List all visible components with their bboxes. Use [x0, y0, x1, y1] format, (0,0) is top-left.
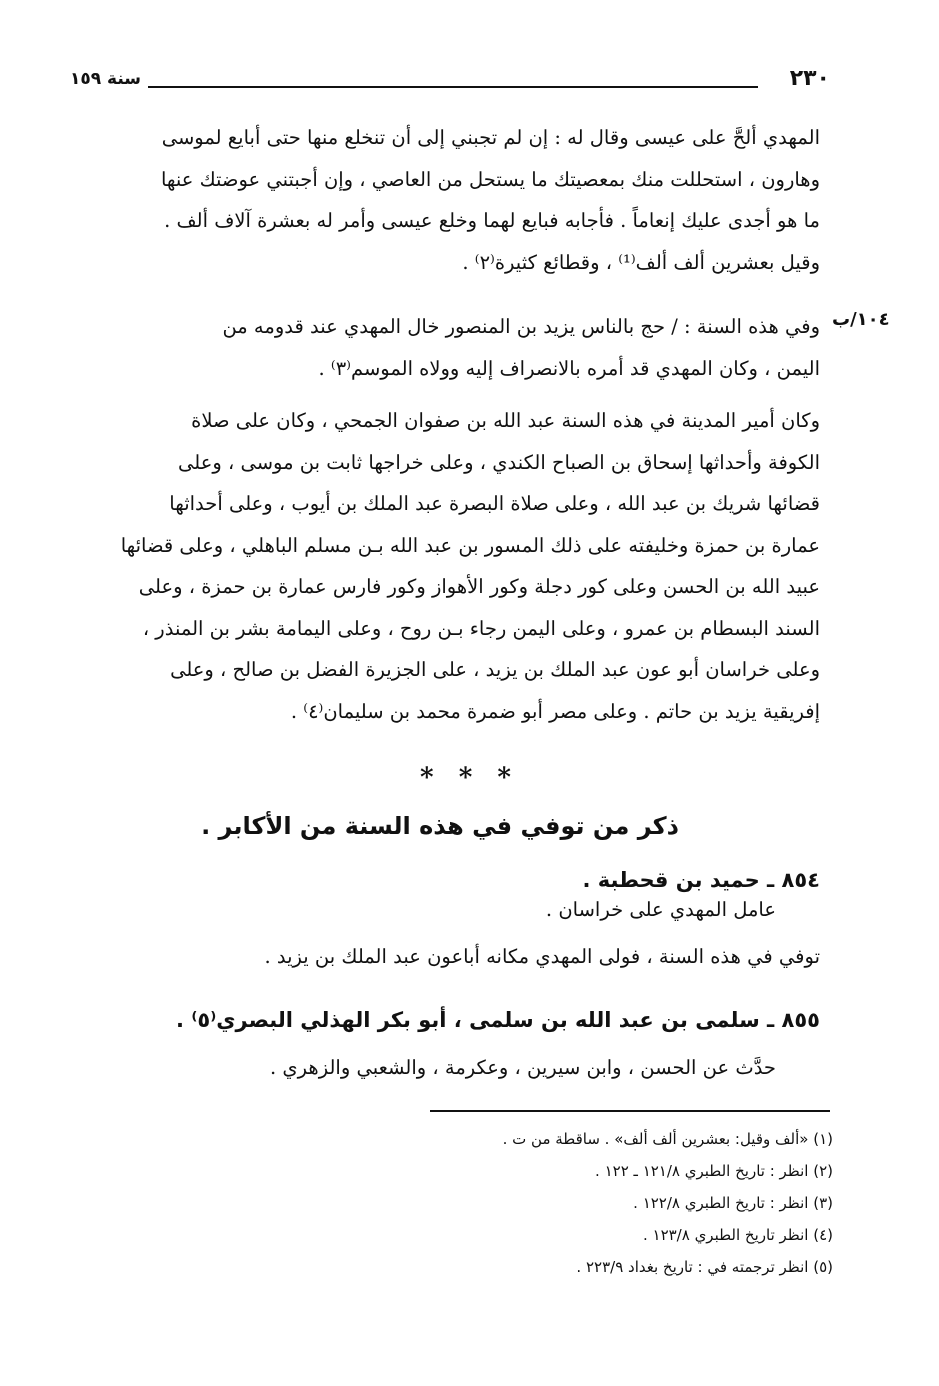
- text-line: عمارة بن حمزة وخليفته على ذلك المسور بن عبد الله بـن مسلم الباهلي ، وعلى قضائها: [120, 533, 820, 557]
- footnote: (١) «ألف وقيل: بعشرين ألف ألف» . ساقطة من ت .: [502, 1130, 833, 1148]
- header-rule: [148, 86, 758, 88]
- entry-line: حدَّث عن الحسن ، وابن سيرين ، وعكرمة ، والشعبي والزهري .: [270, 1056, 776, 1079]
- page-number: ٢٣٠: [789, 66, 830, 91]
- text-line: وهارون ، استحللت منك بمعصيتك ما يستحل من العاصي ، وإن أجبتني عوضتك عنها: [160, 167, 820, 191]
- text-line: عبيد الله بن الحسن وعلى كور دجلة وكور الأهواز وكور فارس عمارة بن حمزة ، وعلى: [138, 575, 820, 598]
- page-header: [70, 66, 830, 96]
- footnote: (٥) انظر ترجمته في : تاريخ بغداد ٢٢٣/٩ .: [576, 1258, 833, 1276]
- paragraph-3: [78, 400, 820, 732]
- entry-line: عامل المهدي على خراسان .: [545, 898, 776, 921]
- footnotes: [78, 1123, 833, 1283]
- paragraph-2: [78, 306, 820, 389]
- footnote: (٤) انظر تاريخ الطبري ١٢٣/٨ .: [642, 1226, 833, 1244]
- section-heading: ذكر من توفي في هذه السنة من الأكابر .: [201, 812, 679, 840]
- text-line: ما هو أجدى عليك إنعاماً . فأجابه فبايع لهما وخلع عيسى وأمر له بعشرة آلاف ألف .: [164, 209, 820, 232]
- biography-entry: [78, 1008, 820, 1079]
- biography-entry: [78, 868, 820, 968]
- margin-folio-reference: ١٠٤/ب: [832, 309, 890, 330]
- text-line: إفريقية يزيد بن حاتم . وعلى مصر أبو ضمرة محمد بن سليمان⁽٤⁾ .: [290, 699, 820, 723]
- section-separator: * * *: [420, 763, 519, 793]
- text-line: وقيل بعشرين ألف ألف⁽¹⁾ ، وقطائع كثيرة⁽٢⁾ .: [462, 250, 820, 274]
- text-line: وكان أمير المدينة في هذه السنة عبد الله بن صفوان الجمحي ، وكان على صلاة: [191, 409, 820, 432]
- text-line: المهدي ألحَّ على عيسى وقال له : إن لم تجبني إلى أن تنخلع منها حتى أبايع لموسى: [161, 126, 820, 149]
- entry-title: ٨٥٥ ـ سلمى بن عبد الله بن سلمى ، أبو بكر الهذلي البصري⁽٥⁾ .: [176, 1008, 820, 1032]
- entry-line: توفي في هذه السنة ، فولى المهدي مكانه أباعون عبد الملك بن يزيد .: [264, 945, 820, 968]
- text-line: السند البسطام بن عمرو ، وعلى اليمن رجاء بـن روح ، وعلى اليمامة بشر بن المنذر ،: [142, 616, 820, 640]
- text-line: اليمن ، وكان المهدي قد أمره بالانصراف إليه وولاه الموسم⁽٣⁾ .: [318, 356, 820, 380]
- footnote: (٢) انظر : تاريخ الطبري ١٢١/٨ ـ ١٢٢ .: [595, 1162, 833, 1180]
- footnote: (٣) انظر : تاريخ الطبري ١٢٢/٨ .: [633, 1194, 833, 1212]
- entry-title: ٨٥٤ ـ حميد بن قحطبة .: [582, 868, 820, 892]
- footnote-rule: [430, 1110, 830, 1112]
- running-year: سنة ١٥٩: [70, 69, 142, 89]
- text-line: قضائها شريك بن عبد الله ، وعلى صلاة البصرة عبد الملك بن أيوب ، وعلى أحداثها: [169, 492, 820, 515]
- text-line: وفي هذه السنة : / حج بالناس يزيد بن المنصور خال المهدي عند قدومه من: [222, 315, 820, 338]
- text-line: الكوفة وأحداثها إسحاق بن الصباح الكندي ، وعلى خراجها ثابت بن موسى ، وعلى: [178, 450, 820, 474]
- text-line: وعلى خراسان أبو عون عبد الملك بن يزيد ، على الجزيرة الفضل بن صالح ، وعلى: [170, 658, 820, 681]
- paragraph-1: [78, 117, 820, 283]
